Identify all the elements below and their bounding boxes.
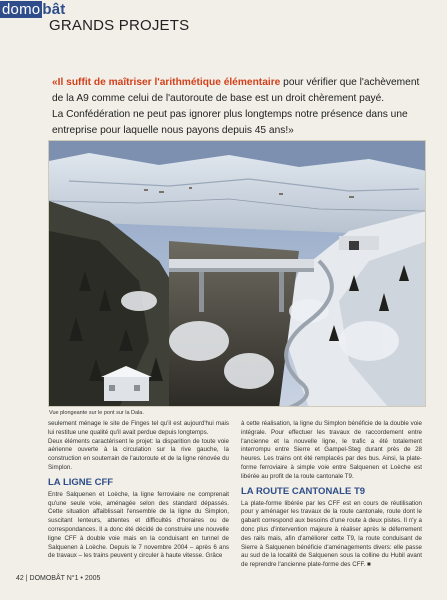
quote-rest: pour vérifier que l'achèvement de la A9 comme celui de l'autoroute de base est un droit chèrement payé. bbox=[52, 77, 420, 104]
right-column bbox=[241, 420, 422, 570]
heading-route-cantonale: LA ROUTE CANTONALE T9 bbox=[241, 485, 366, 497]
right-intro: à cette réalisation, la ligne du Simplon bénéficie de la double voie intégrale. Pour effectuer les travaux de raccordement entre l'ancienne et la nouvelle ligne, le trafic a été totalement interrompu entre Sierre et Gampel-Steg durant près de 28 heures. Les trains ont été remplacés par des bus. Ainsi, la plate-forme ferroviaire à simple voie entre Salquenen et Loèche est libérée au profit de la route cantonale T9. bbox=[241, 420, 422, 480]
right-para2: La plate-forme libérée par les CFF est en cours de réutilisation pour y aménager les travaux de la route cantonale, route dont le gabarit correspond aux besoins d'une route à deux pistes. Il n'y a donc plus d'intervention majeure à réaliser après le déferrement des rails mais, afin d'améliorer cette T9, la route conduisant de Sierre à Salquenen bénéficie d'aménagements divers: elle passe au sud de la localité de Salquenen sous la colline du Hubil avant de reprendre l'ancienne plate-forme des CFF. ■ bbox=[241, 499, 422, 569]
brand-prefix: domo bbox=[2, 1, 41, 18]
bridge-photo bbox=[48, 140, 426, 407]
left-column bbox=[48, 420, 229, 561]
heading-ligne-cff: LA LIGNE CFF bbox=[48, 476, 114, 488]
footer-separator: | bbox=[25, 575, 28, 582]
publication-info: DOMOBÂT N°1 • 2005 bbox=[29, 575, 101, 582]
quote-first-paragraph bbox=[52, 75, 427, 107]
brand-logo bbox=[0, 2, 65, 17]
quote-highlight: «Il suffit de maîtriser l'arithmétique élémentaire bbox=[52, 77, 281, 88]
left-intro: seulement ménage le site de Finges tel qu'il est aujourd'hui mais lui restitue une qualité qu'il avait perdue depuis longtemps. bbox=[48, 420, 229, 436]
section-title: GRANDS PROJETS bbox=[49, 17, 190, 34]
pull-quote bbox=[52, 75, 427, 139]
page-footer bbox=[16, 575, 100, 582]
photo-caption: Vue plongeante sur le pont sur la Dala. bbox=[49, 410, 144, 416]
brand-suffix: bât bbox=[42, 1, 66, 18]
quote-second-paragraph: La Confédération ne peut pas ignorer plus longtemps notre présence dans une entreprise pour laquelle nous payons depuis 45 ans!» bbox=[52, 109, 408, 136]
left-para3: Entre Salquenen et Loèche, la ligne ferroviaire ne comprenait qu'une seule voie, aménagée selon des standard dépassés. Cette situation affaiblissait l'ensemble de la ligne du Simplon, suscitant lenteurs, attentes et difficultés d'horaires ou de correspondances. Il a donc été décidé de construire une nouvelle ligne CFF à double voie mais en la conduisant en tunnel de Salquenen à Loèche. Depuis le 7 novembre 2004 – après 6 ans de travaux – les trains peuvent y circuler à haute vitesse. Grâce bbox=[48, 490, 229, 560]
left-para2: Deux éléments caractérisent le projet: la disparition de toute voie aérienne ouverte à la circulation sur la rive gauche, la construction en souterrain de l'autoroute et de la ligne rénovée du Simplon. bbox=[48, 437, 229, 471]
page-number: 42 bbox=[16, 575, 24, 582]
